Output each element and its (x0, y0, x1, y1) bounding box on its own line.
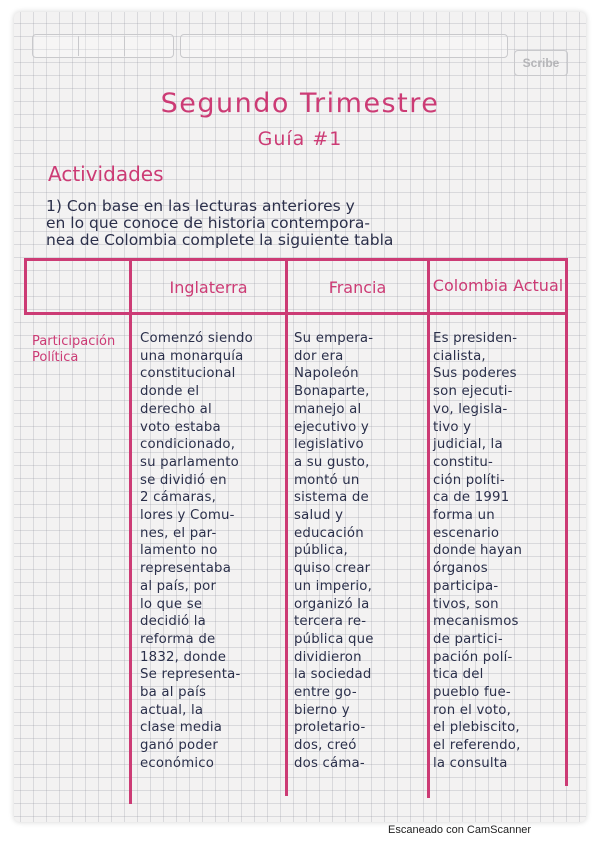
header-francia: Francia (328, 278, 387, 297)
cell-line: derecho al (140, 401, 212, 417)
cell-line: manejo al (294, 401, 362, 417)
date-box-divider (78, 36, 79, 56)
cell-line: pública, (294, 543, 348, 559)
section-heading: Actividades (48, 162, 164, 186)
cell-line: dos cáma- (294, 755, 365, 771)
cell-line: se dividió en (140, 472, 227, 488)
cell-line: un imperio, (294, 578, 373, 594)
cell-line: Sus poderes (433, 366, 517, 382)
cell-line: al país, por (140, 578, 217, 594)
cell-line: lo que se (140, 596, 203, 612)
instruction-line: en lo que conoce de historia contempora- (46, 214, 370, 232)
cell-line: escenario (433, 525, 500, 541)
cell-line: 2 cámaras, (140, 490, 217, 506)
cell-line: lamento no (140, 543, 218, 559)
cell-line: proletario- (294, 720, 366, 736)
cell-line: vo, legisla- (433, 401, 508, 417)
cell-line: 1832, donde (140, 649, 227, 665)
cell-line: decidió la (140, 614, 206, 630)
cell-line: ca de 1991 (433, 490, 510, 506)
cell-line: tivos, son (433, 596, 499, 612)
notebook-page (14, 12, 586, 822)
cell-line: dividieron (294, 649, 362, 665)
page-title: Segundo Trimestre (160, 88, 440, 119)
instruction-line: 1) Con base en las lecturas anteriores y (46, 197, 355, 215)
cell-line: pública que (294, 631, 374, 647)
cell-line: Su empera- (294, 331, 374, 346)
date-box (32, 34, 174, 58)
cell-line: mecanismos (433, 614, 519, 630)
table-column-divider (427, 258, 430, 798)
cell-line: bierno y (294, 702, 350, 718)
cell-line: ba al país (140, 685, 207, 701)
cell-line: de partici- (433, 631, 503, 647)
scanner-footer: Escaneado con CamScanner (388, 824, 532, 836)
cell-line: constitu- (433, 454, 493, 470)
cell-colombia (433, 330, 522, 773)
cell-line: pueblo fue- (433, 685, 511, 701)
table-border-top (24, 258, 568, 261)
table-column-divider (285, 258, 288, 796)
cell-line: donde hayan (433, 543, 523, 559)
row-label-participacion: Participación Política (32, 334, 116, 365)
cell-line: sistema de (294, 490, 369, 506)
instruction-line: nea de Colombia complete la siguiente tabla (46, 231, 394, 249)
cell-line: Comenzó siendo (140, 331, 253, 346)
cell-line: participa- (433, 578, 499, 594)
cell-line: montó un (294, 472, 360, 488)
table-column-divider (129, 258, 132, 804)
table-header-divider (24, 312, 568, 315)
cell-line: tica del (433, 667, 484, 683)
cell-line: dos, creó (294, 738, 357, 754)
cell-line: legislativo (294, 437, 364, 453)
subject-box (180, 34, 508, 58)
cell-line: donde el (140, 384, 200, 400)
cell-line: ron el voto, (433, 702, 512, 718)
cell-line: su parlamento (140, 454, 239, 470)
cell-line: tercera re- (294, 614, 367, 630)
cell-line: lores y Comu- (140, 508, 235, 524)
cell-line: condicionado, (140, 437, 236, 453)
cell-line: forma un (433, 508, 495, 524)
cell-line: la consulta (433, 755, 508, 771)
cell-line: Se representa- (140, 667, 241, 683)
cell-line: nes, el par- (140, 525, 217, 541)
instruction-text (46, 198, 566, 249)
cell-line: salud y (294, 508, 344, 524)
cell-line: la sociedad (294, 667, 372, 683)
cell-line: judicial, la (433, 437, 503, 453)
brand-logo: Scribe (514, 50, 568, 76)
cell-line: organizó la (294, 596, 370, 612)
cell-line: cialista, (433, 348, 486, 364)
header-colombia: Colombia Actual (432, 276, 564, 295)
cell-line: el referendo, (433, 738, 521, 754)
cell-line: una monarquía (140, 348, 244, 364)
header-inglaterra: Inglaterra (169, 278, 248, 297)
cell-line: clase media (140, 720, 223, 736)
cell-line: educación (294, 525, 364, 541)
cell-line: económico (140, 755, 215, 771)
cell-line: Es presiden- (433, 331, 518, 346)
table-border-right (565, 258, 568, 786)
cell-francia (294, 330, 374, 773)
cell-line: tivo y (433, 419, 472, 435)
cell-line: dor era (294, 348, 344, 364)
cell-line: a su gusto, (294, 454, 370, 470)
cell-line: Napoleón (294, 366, 359, 382)
cell-line: el plebiscito, (433, 720, 520, 736)
cell-line: ción políti- (433, 472, 505, 488)
cell-inglaterra (140, 330, 253, 773)
cell-line: constitucional (140, 366, 236, 382)
cell-line: órganos (433, 561, 488, 577)
cell-line: quiso crear (294, 561, 371, 577)
date-box-divider (124, 36, 125, 56)
cell-line: actual, la (140, 702, 204, 718)
cell-line: ganó poder (140, 738, 219, 754)
cell-line: pación polí- (433, 649, 513, 665)
cell-line: son ejecuti- (433, 384, 513, 400)
cell-line: Bonaparte, (294, 384, 370, 400)
cell-line: reforma de (140, 631, 216, 647)
cell-line: entre go- (294, 685, 357, 701)
cell-line: representaba (140, 561, 232, 577)
cell-line: voto estaba (140, 419, 221, 435)
table-border-left (24, 258, 27, 314)
cell-line: ejecutivo y (294, 419, 370, 435)
page-subtitle: Guía #1 (257, 128, 343, 150)
